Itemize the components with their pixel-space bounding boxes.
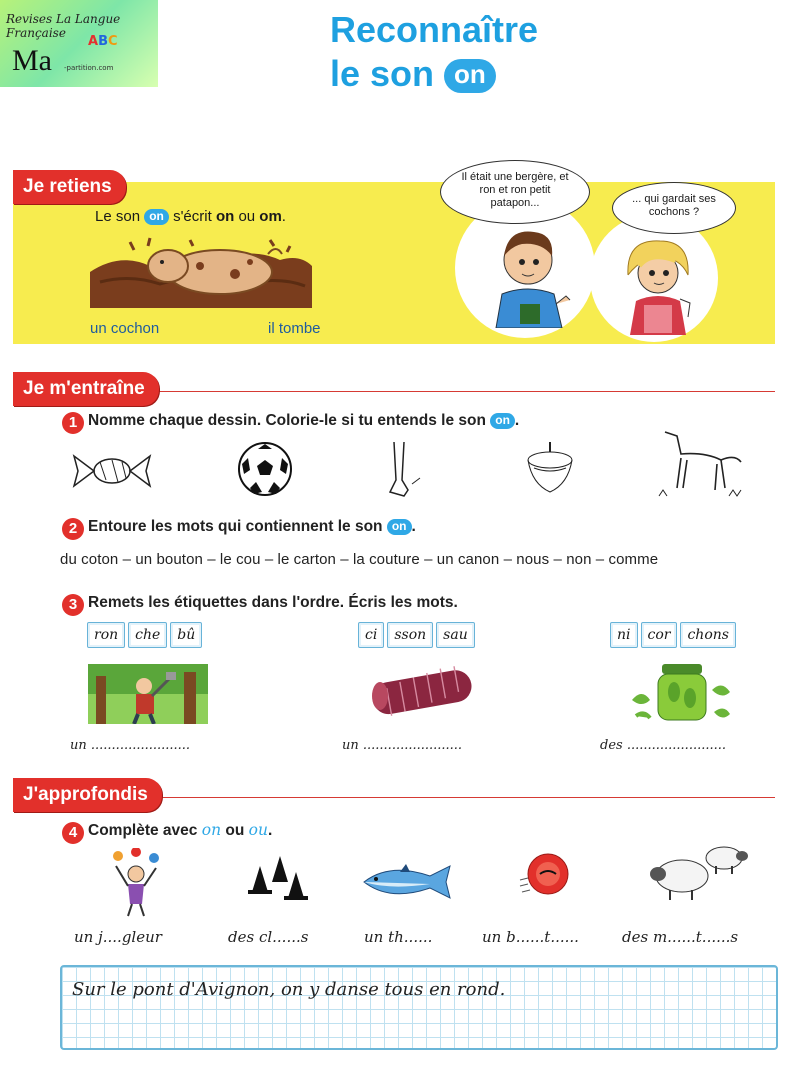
candy-drawing[interactable] bbox=[70, 448, 154, 494]
answer-line-2[interactable]: un ........................ bbox=[342, 738, 463, 753]
horse-drawing[interactable] bbox=[655, 426, 747, 502]
caption-tombe: il tombe bbox=[268, 320, 321, 337]
syllable-tag[interactable]: cor bbox=[641, 622, 678, 648]
answer-line-1[interactable]: un ........................ bbox=[70, 738, 191, 753]
section-header-approfondis: J'approfondis bbox=[13, 778, 162, 812]
syllable-tag[interactable]: ni bbox=[610, 622, 638, 648]
girl-illustration bbox=[620, 235, 698, 335]
speech-bubble-boy: Il était une bergère, et ron et ron petit patapon... bbox=[440, 160, 590, 224]
cones-drawing bbox=[244, 852, 314, 900]
exercise-3-title: 3 Remets les étiquettes dans l'ordre. Écris les mots. bbox=[62, 594, 458, 616]
exercise-number: 1 bbox=[62, 412, 84, 434]
sausage-illustration bbox=[368, 666, 478, 718]
answer-line-3[interactable]: des ........................ bbox=[600, 738, 727, 753]
boy-illustration bbox=[482, 222, 578, 328]
syllable-tag[interactable]: che bbox=[128, 622, 167, 648]
fill-in-bouton[interactable]: un b......t...... bbox=[482, 928, 579, 946]
pig-in-mud-illustration bbox=[90, 232, 312, 308]
pickles-jar-illustration bbox=[628, 660, 738, 724]
model-sentence: Sur le pont d'Avignon, on y danse tous en rond. bbox=[72, 979, 506, 1000]
syllable-tag[interactable]: bû bbox=[170, 622, 202, 648]
fill-in-jongleur[interactable]: un j....gleur bbox=[74, 928, 162, 946]
exercise-4-title: 4 Complète avec on ou ou. bbox=[62, 821, 272, 844]
label-group-1 bbox=[87, 622, 205, 648]
syllable-tag[interactable]: sau bbox=[436, 622, 475, 648]
section-header-entraine: Je m'entraîne bbox=[13, 372, 159, 406]
exercise-1-title: 1 Nomme chaque dessin. Colorie-le si tu entends le son on . bbox=[62, 412, 519, 434]
syllable-tag[interactable]: sson bbox=[387, 622, 433, 648]
label-group-2 bbox=[358, 622, 478, 648]
caption-cochon: un cochon bbox=[90, 320, 160, 337]
soccer-ball-drawing[interactable] bbox=[236, 440, 294, 498]
on-pill: on bbox=[144, 209, 169, 225]
leg-foot-drawing[interactable] bbox=[384, 440, 426, 500]
logo-ma: Ma bbox=[12, 44, 52, 77]
exercise-number: 4 bbox=[62, 822, 84, 844]
fill-in-thon[interactable]: un th...... bbox=[364, 928, 433, 946]
title-line1: Reconnaître bbox=[330, 9, 539, 50]
exercise-number: 2 bbox=[62, 518, 84, 540]
on-pill: on bbox=[444, 59, 496, 93]
lumberjack-illustration bbox=[88, 664, 208, 724]
on-pill: on bbox=[490, 413, 515, 429]
logo-abc: ABC bbox=[88, 34, 118, 49]
exercise-2-title: 2 Entoure les mots qui contiennent le son on . bbox=[62, 518, 416, 540]
word-list[interactable]: du coton – un bouton – le cou – le carton – la couture – un canon – nous – non – comme bbox=[60, 551, 659, 568]
logo-tagline: Revises La Langue Française bbox=[6, 12, 121, 40]
writing-notebook[interactable] bbox=[60, 965, 778, 1050]
speech-bubble-girl: ... qui gardait ses cochons ? bbox=[612, 182, 736, 234]
sheep-drawing bbox=[642, 840, 752, 902]
exercise-number: 3 bbox=[62, 594, 84, 616]
syllable-tag[interactable]: ron bbox=[87, 622, 125, 648]
label-group-3 bbox=[610, 622, 739, 648]
button-drawing bbox=[516, 850, 576, 900]
tuna-drawing bbox=[360, 860, 460, 904]
site-logo bbox=[0, 0, 158, 87]
section-header-retiens: Je retiens bbox=[13, 170, 126, 204]
rule-text: Le son on s'écrit on ou om. bbox=[95, 208, 286, 225]
logo-url: -partition.com bbox=[64, 64, 114, 72]
spinning-top-drawing[interactable] bbox=[518, 440, 582, 496]
juggler-drawing bbox=[108, 848, 164, 918]
syllable-tag[interactable]: ci bbox=[358, 622, 384, 648]
title-line2: le son on bbox=[330, 52, 538, 96]
syllable-tag[interactable]: chons bbox=[680, 622, 736, 648]
fill-in-moutons[interactable]: des m......t......s bbox=[622, 928, 739, 946]
page-title bbox=[330, 8, 538, 96]
fill-in-clous[interactable]: des cl......s bbox=[228, 928, 309, 946]
on-pill: on bbox=[387, 519, 412, 535]
